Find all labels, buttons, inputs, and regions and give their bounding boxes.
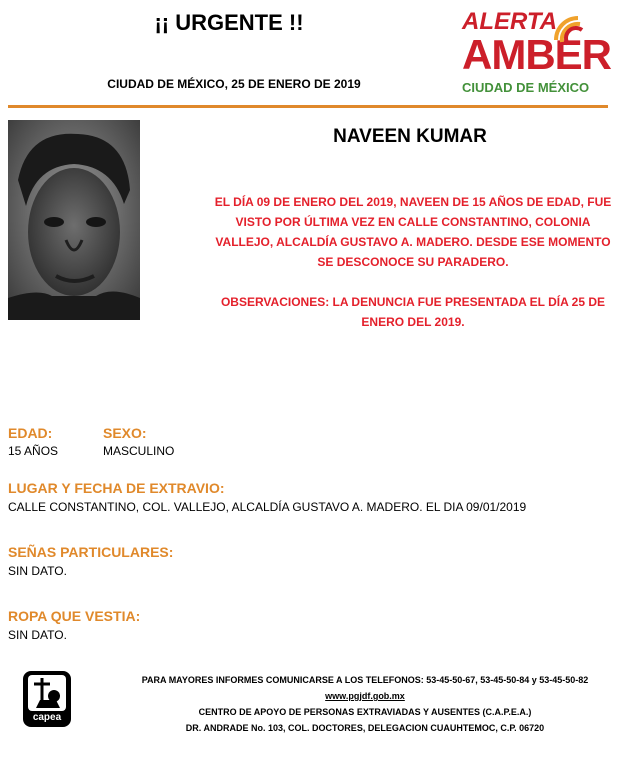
urgent-title: ¡¡ URGENTE !! (154, 10, 304, 35)
place-value: CALLE CONSTANTINO, COL. VALLEJO, ALCALDÍA GUSTAVO A. MADERO. EL DIA 09/01/2019 (8, 500, 527, 514)
header-divider (8, 105, 608, 108)
footer-address: DR. ANDRADE No. 103, COL. DOCTORES, DELEGACION CUAUHTEMOC, C.P. 06720 (185, 723, 545, 733)
disappearance-description: EL DÍA 09 DE ENERO DEL 2019, NAVEEN DE 15 AÑOS DE EDAD, FUE VISTO POR ÚLTIMA VEZ EN CALLE CONSTANTINO, COLONIA VALLEJO, ALCALDÍA GUSTAVO A. MADERO. DESDE ESE MOMENTO SE DESCONOCE SU PARADERO. (214, 195, 612, 269)
capea-logo-text: capea (32, 712, 62, 723)
logo-line-alerta: ALERTA (462, 8, 558, 35)
logo-line-amber: AMBER (462, 31, 611, 78)
age-value: 15 AÑOS (8, 444, 59, 458)
logo-signal-icon (552, 10, 592, 50)
person-name: NAVEEN KUMAR (333, 126, 487, 147)
alerta-amber-logo (458, 8, 611, 100)
footer-website-link[interactable]: www.pgjdf.gob.mx (325, 691, 405, 701)
sex-value: MASCULINO (103, 444, 175, 458)
sex-label: SEXO: (103, 425, 147, 441)
clothes-label: ROPA QUE VESTIA: (8, 608, 141, 624)
person-photo (8, 120, 140, 320)
marks-label: SEÑAS PARTICULARES: (8, 544, 174, 560)
capea-logo (22, 670, 72, 728)
logo-line-city: CIUDAD DE MÉXICO (462, 80, 590, 95)
footer-center: CENTRO DE APOYO DE PERSONAS EXTRAVIADAS Y AUSENTES (C.A.P.E.A.) (198, 707, 532, 717)
clothes-value: SIN DATO. (8, 628, 67, 642)
footer-contact (110, 672, 620, 736)
dateline: CIUDAD DE MÉXICO, 25 DE ENERO DE 2019 (107, 77, 361, 91)
marks-value: SIN DATO. (8, 564, 67, 578)
observations: OBSERVACIONES: LA DENUNCIA FUE PRESENTADA EL DÍA 25 DE ENERO DEL 2019. (220, 295, 606, 329)
place-label: LUGAR Y FECHA DE EXTRAVIO: (8, 480, 225, 496)
age-label: EDAD: (8, 425, 53, 441)
footer-phones: PARA MAYORES INFORMES COMUNICARSE A LOS TELEFONOS: 53-45-50-67, 53-45-50-84 y 53-45-50-82 (141, 675, 589, 685)
